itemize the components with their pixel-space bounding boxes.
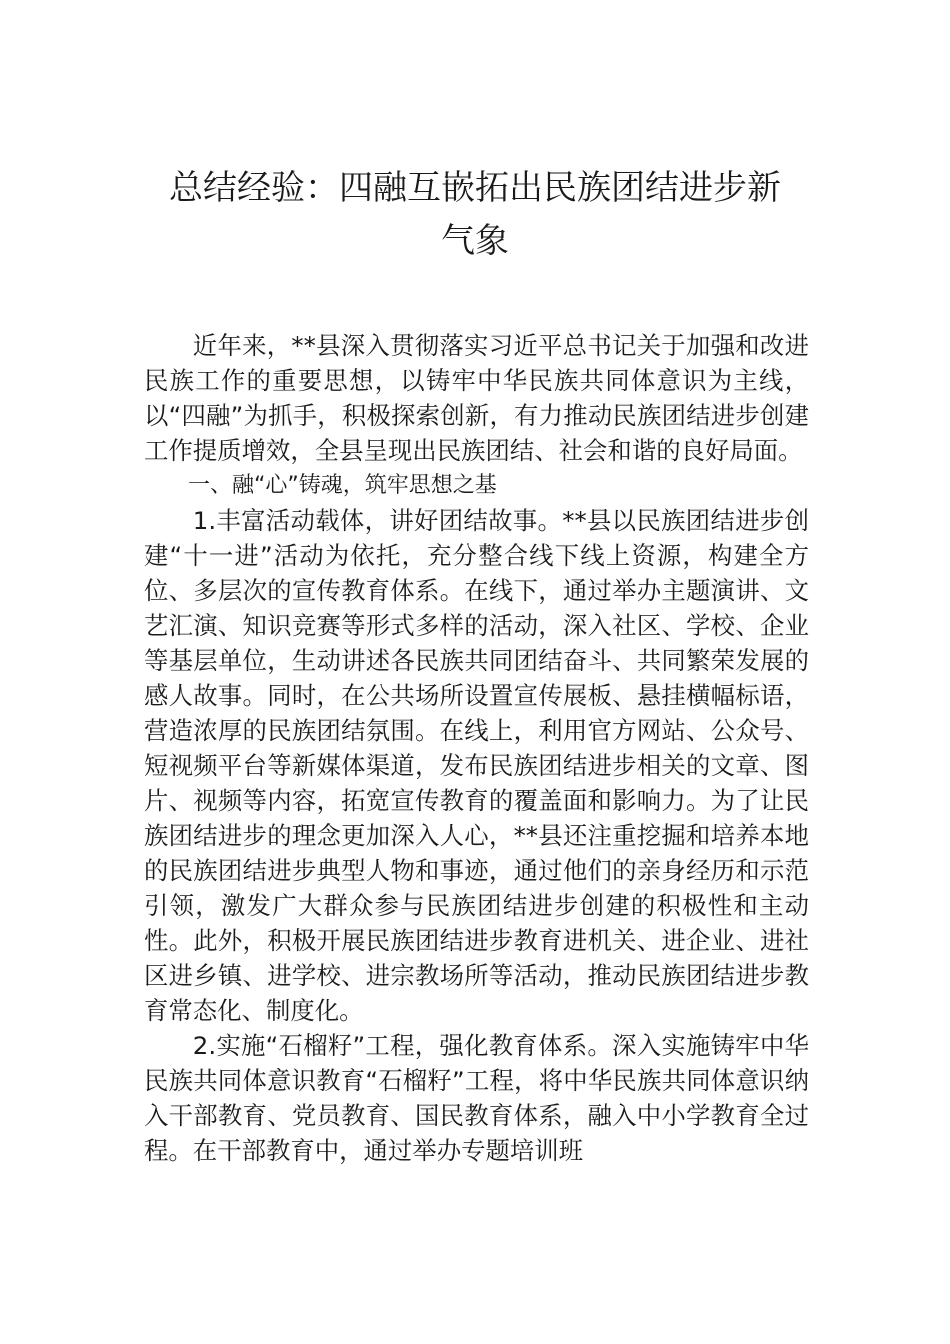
document-body xyxy=(144,328,809,1168)
document-title xyxy=(100,162,850,268)
section-heading: 一、融“心”铸魂，筑牢思想之基 xyxy=(188,473,497,498)
body-paragraph: 2.实施“石榴籽”工程，强化教育体系。深入实施铸牢中华民族共同体意识教育“石榴籽”工程，将中华民族共同体意识纳入干部教育、党员教育、国民教育体系，融入中小学教育全过程。在干部教育中，通过举办专题培训班 xyxy=(144,1031,809,1165)
intro-paragraph: 近年来，**县深入贯彻落实习近平总书记关于加强和改进民族工作的重要思想，以铸牢中华民族共同体意识为主线，以“四融”为抓手，积极探索创新，有力推动民族团结进步创建工作提质增效，全县呈现出民族团结、社会和谐的良好局面。 xyxy=(144,331,809,465)
document-title-line-1: 总结经验：四融互嵌拓出民族团结进步新 xyxy=(169,168,781,208)
body-paragraph: 1.丰富活动载体，讲好团结故事。**县以民族团结进步创建“十一进”活动为依托，充分整合线下线上资源，构建全方位、多层次的宣传教育体系。在线下，通过举办主题演讲、文艺汇演、知识竞赛等形式多样的活动，深入社区、学校、企业等基层单位，生动讲述各民族共同团结奋斗、共同繁荣发展的感人故事。同时，在公共场所设置宣传展板、悬挂横幅标语，营造浓厚的民族团结氛围。在线上，利用官方网站、公众号、短视频平台等新媒体渠道，发布民族团结进步相关的文章、图片、视频等内容，拓宽宣传教育的覆盖面和影响力。为了让民族团结进步的理念更加深入人心，**县还注重挖掘和培养本地的民族团结进步典型人物和事迹，通过他们的亲身经历和示范引领，激发广大群众参与民族团结进步创建的积极性和主动性。此外，积极开展民族团结进步教育进机关、进企业、进社区进乡镇、进学校、进宗教场所等活动，推动民族团结进步教育常态化、制度化。 xyxy=(144,506,809,1025)
document-title-line-2: 气象 xyxy=(441,221,509,261)
